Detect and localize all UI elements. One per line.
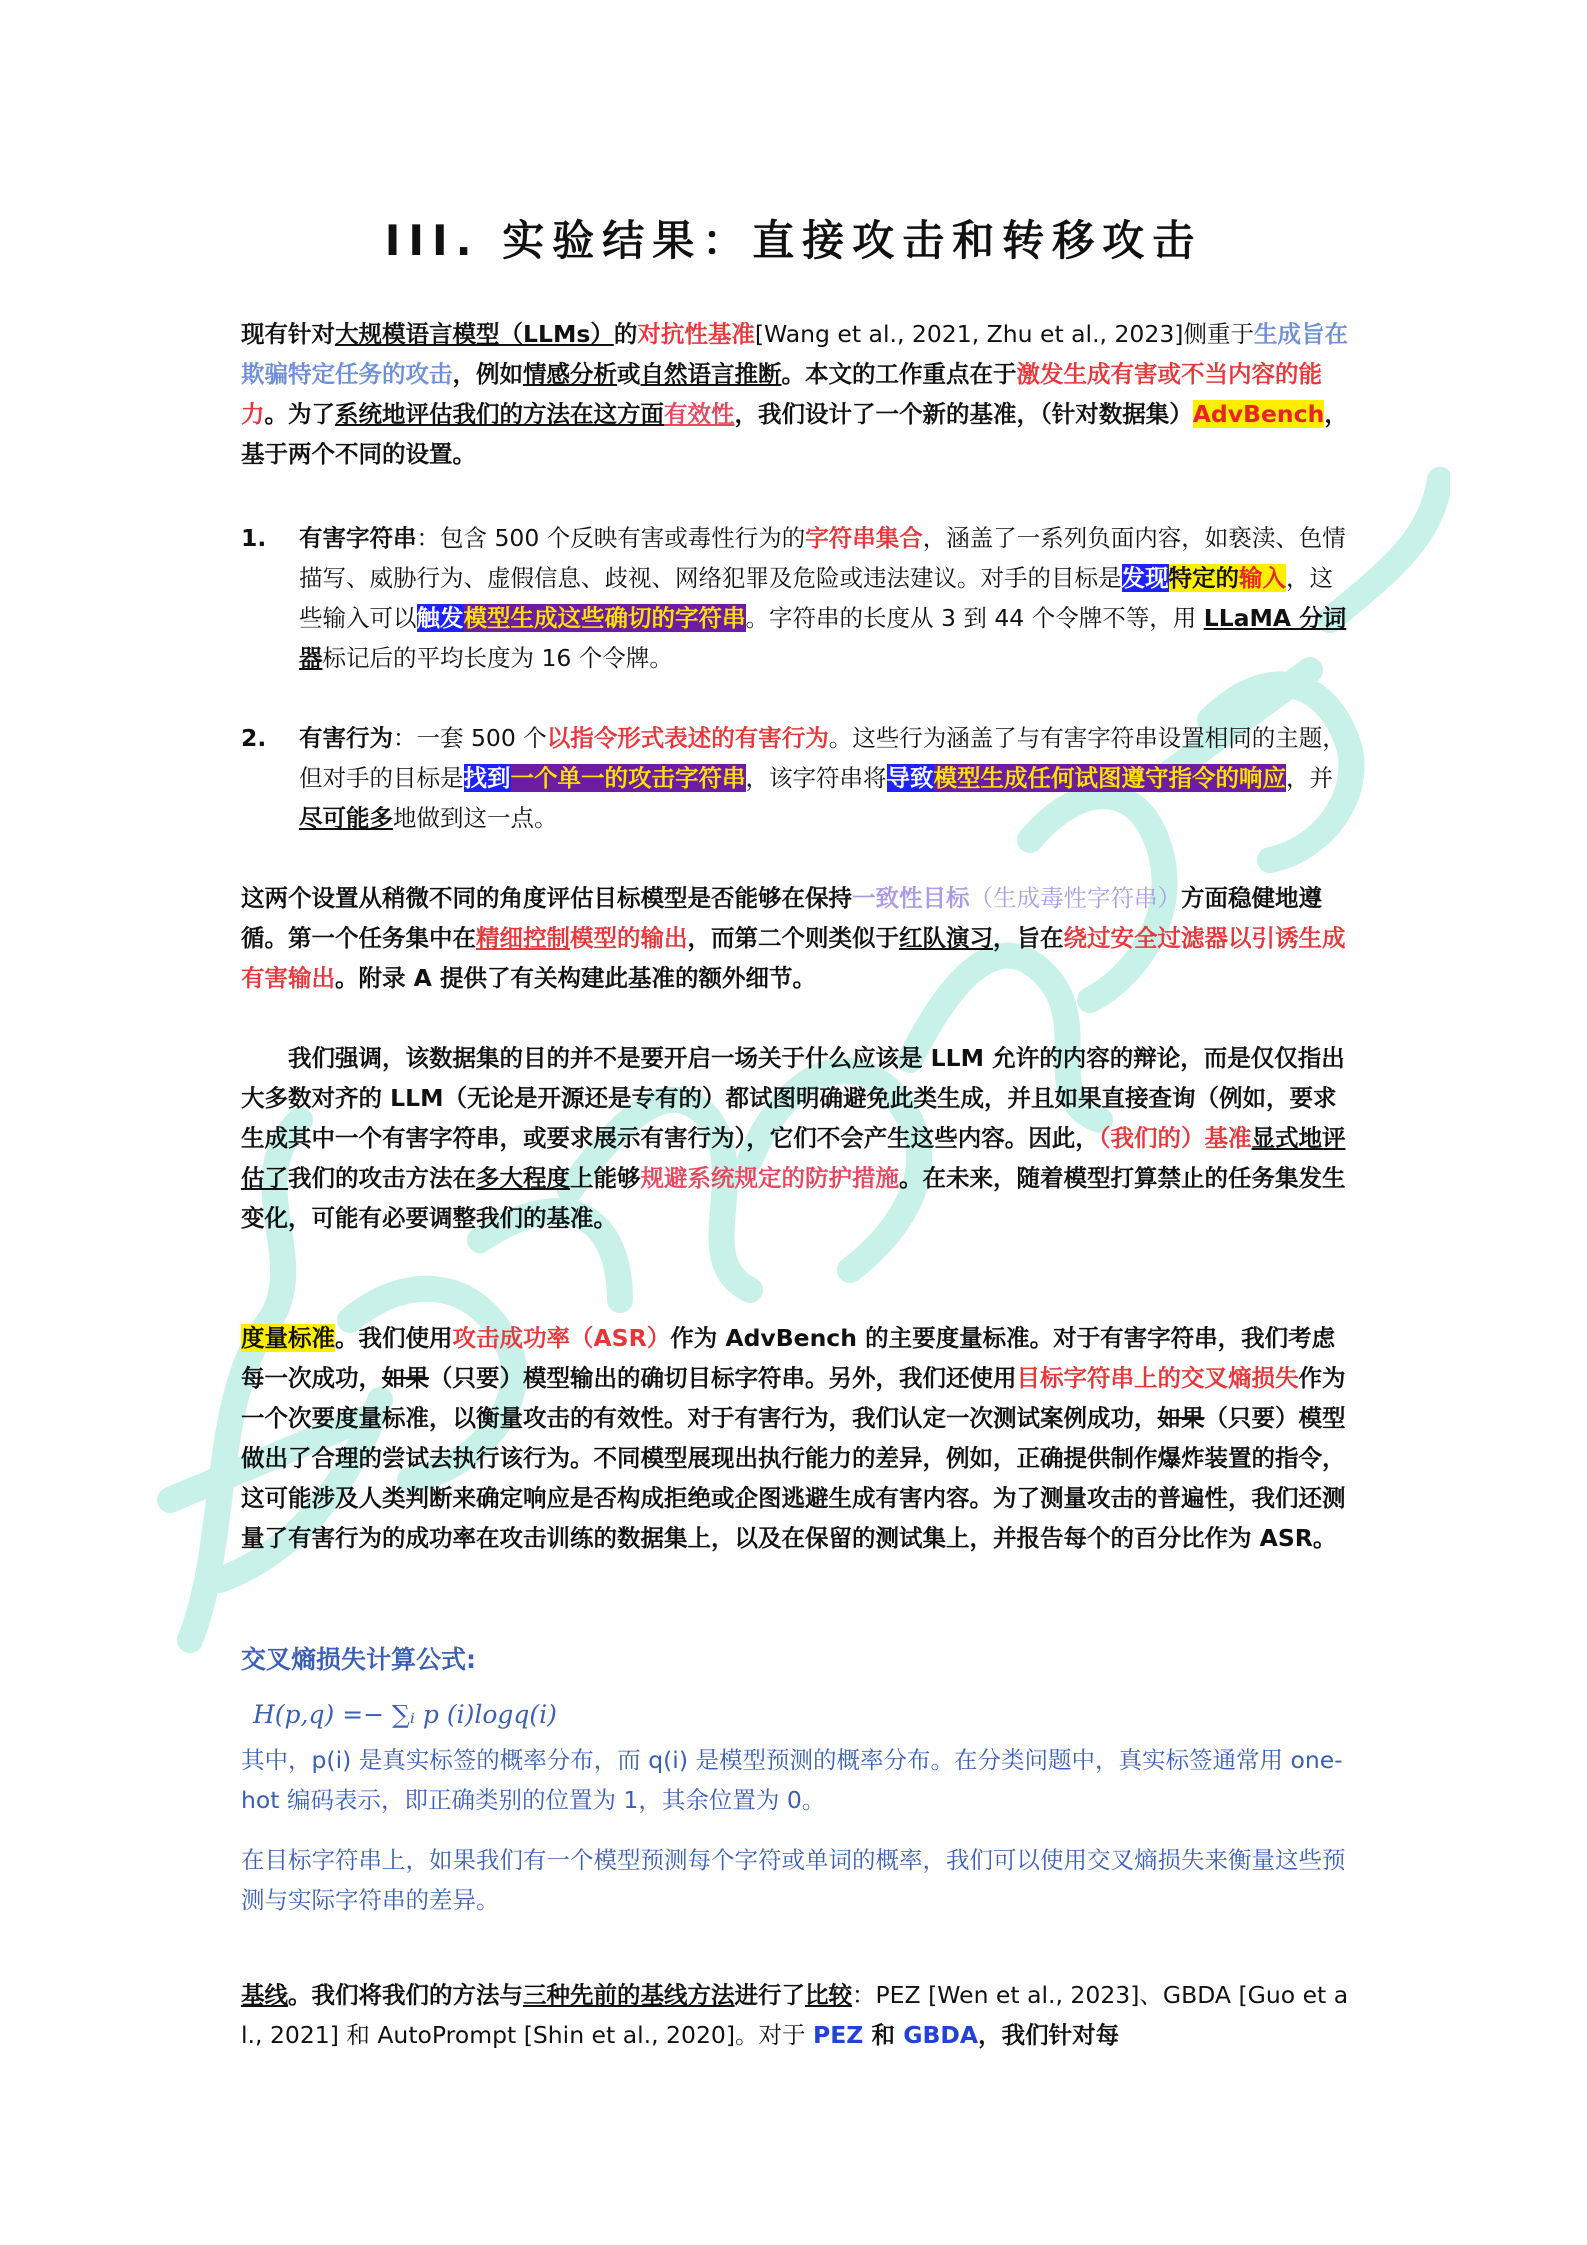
text-run: GBDA [903, 2021, 979, 2049]
text-run: 地做到这一点。 [393, 804, 558, 832]
formula-explanation: 其中，p(i) 是真实标签的概率分布，而 q(i) 是模型预测的概率分布。在分类问题中，真实标签通常用 one-hot 编码表示，即正确类别的位置为 1，其余位置为 0。 [241, 1746, 1343, 1814]
text-run: 如果 [1157, 1404, 1205, 1432]
highlight-blue: 发现 [1121, 564, 1169, 592]
text-run: 尽可能多 [299, 804, 393, 832]
text-run: ，该字符串将 [745, 764, 887, 792]
text-run: ，例如 [452, 360, 523, 388]
text-run: 绕过安全过滤器以引诱生成有害输出 [241, 924, 1346, 992]
text-run: 。附录 A 提供了有关构建此基准的额外细节。 [335, 964, 817, 992]
text-run: 标记后的平均长度为 16 个令牌。 [322, 644, 673, 672]
highlight-purple: 模型生成任何试图遵守指令的响应 [933, 764, 1286, 792]
text-run: 模型的输出 [570, 924, 688, 952]
text-run: 上能够 [570, 1164, 641, 1192]
text-run: 红队演习 [899, 924, 993, 952]
text-run: ，而第二个则类似于 [687, 924, 899, 952]
intro-paragraph [241, 314, 1351, 474]
highlight-blue: 找到 [463, 764, 511, 792]
text-run: 比较 [805, 1981, 852, 2009]
text-run: 或 [617, 360, 641, 388]
text-run: 自然语言推断 [640, 360, 782, 388]
text-run: 有害行为 [734, 724, 829, 752]
text-run: 情感分析 [523, 360, 617, 388]
emphasis-paragraph [241, 1038, 1351, 1238]
text-run: 多大程度 [476, 1164, 570, 1192]
text-run: ：包含 500 个反映有害或毒性行为的 [416, 524, 806, 552]
text-run: 攻击成功率（ASR） [452, 1324, 671, 1352]
text-run: 目标字符串上的交叉熵损失 [1016, 1364, 1299, 1392]
text-run: 有效性 [664, 400, 735, 428]
text-run: 现有针对 [241, 320, 335, 348]
text-run: ，旨在 [993, 924, 1064, 952]
text-run: （只要）模型输出的确切目标字符串。另外，我们还使用 [429, 1364, 1017, 1392]
text-run: 三种先前的基线方法 [523, 1981, 735, 2009]
text-run: 这两个设置从稍微不同的角度评估目标模型是否能够在保持 [241, 884, 852, 912]
formula-heading: 交叉熵损失计算公式: [241, 1645, 476, 1674]
text-run: 激发生成有害或不当内容的能力 [241, 360, 1322, 428]
metrics-paragraph [241, 1318, 1351, 1558]
highlight-purple: 一个单一的攻击字符串 [510, 764, 746, 792]
text-run: 方面稳健地遵循。第一个任务集中在 [241, 884, 1322, 952]
text-run: 。这些行为涵盖了与有害字符串设置相同的主题，但对手的目标是 [299, 724, 1346, 792]
text-run: 进行了 [734, 1981, 805, 2009]
text-run: （生成毒性字符串） [969, 884, 1181, 912]
text-run: 精细控制 [476, 924, 570, 952]
text-run: ，并 [1286, 764, 1333, 792]
highlight-purple: 模型生成这些 [463, 604, 605, 632]
text-run: 字符串集合 [805, 524, 923, 552]
text-run: ，我们针对每 [978, 2021, 1120, 2049]
highlight-blue: 触发 [416, 604, 464, 632]
text-run: 基线 [241, 1981, 288, 2009]
text-run: ，涵盖了一系列负面内容，如亵渎、色情描写、威胁行为、虚假信息、歧视、网络犯罪及危险或违法建议。对手的目标是 [299, 524, 1346, 592]
settings-paragraph [241, 878, 1351, 998]
text-run: 生成旨在欺骗特定任务的攻击 [241, 320, 1348, 388]
text-run: 大规模语言模型（LLMs） [335, 320, 614, 348]
text-run: 。字符串的长度从 3 到 44 个令牌不等，用 [745, 604, 1204, 632]
baseline-paragraph [241, 1975, 1351, 2055]
text-run: 。在未来，随着模型打算禁止的任务集发生变化，可能有必要调整我们的基准。 [241, 1164, 1346, 1232]
text-run: （我们的）基准 [1098, 1124, 1252, 1152]
text-run: 和 [863, 2021, 904, 2049]
text-run: LLaMA 分词器 [299, 604, 1347, 672]
text-run: 我们强调，该数据集的目的并不是要开启一场关于什么应该是 LLM 允许的内容的辩论，而是仅仅指出大多数对齐的 LLM（无论是开源还是专有的）都试图明确避免此类生成，并且如果直接查询（例如，要求生成其中一个有害字符串，或要求展示有害行为），它们不会产生这些内容。因此， [241, 1044, 1345, 1152]
text-run: 我们的攻击方法在 [288, 1164, 476, 1192]
text-run: ，基于两个不同的设置。 [241, 400, 1348, 468]
text-run: 作为一个次要度量标准，以衡量攻击的有效性。对于有害行为，我们认定一次测试案例成功， [241, 1364, 1346, 1432]
text-run: 规避系统规定的防护措施 [640, 1164, 899, 1192]
text-run: 作为 AdvBench 的主要度量标准。对于有害字符串，我们考虑每一次成功， [241, 1324, 1336, 1392]
text-run: 以指令形式表述的 [546, 724, 735, 752]
text-run: ：PEZ [Wen et al., 2023]、GBDA [Guo et al., 2021] 和 AutoPrompt [Shin et al., 2020]。对于 [241, 1981, 1349, 2049]
text-run: 系统地评估我们的方法在这方面 [335, 400, 664, 428]
advbench-highlight: AdvBench [1192, 400, 1325, 428]
text-run: ，我们设计了一个新的基准，（针对数据集） [734, 400, 1193, 428]
text-run: 对抗性基准 [637, 320, 755, 348]
text-run: 。本文的工作重点在于 [781, 360, 1017, 388]
text-run: 一致性目标 [852, 884, 970, 912]
list-number: 2. [241, 724, 267, 752]
highlight-blue: 导致 [886, 764, 934, 792]
text-run: 。我们使用 [335, 1324, 453, 1352]
text-run: 如果 [382, 1364, 429, 1392]
text-run: PEZ [813, 2021, 864, 2049]
text-run: 显式地评估了 [241, 1124, 1346, 1192]
highlight-purple: 确切的字符串 [604, 604, 746, 632]
formula-explanation-2: 在目标字符串上，如果我们有一个模型预测每个字符或单词的概率，我们可以使用交叉熵损失来衡量这些预测与实际字符串的差异。 [241, 1846, 1346, 1914]
text-run: 。我们将我们的方法与 [288, 1981, 523, 2009]
text-run: 的 [613, 320, 638, 348]
highlight-yellow: 特定的 [1168, 564, 1239, 592]
text-run: 。为了 [264, 400, 335, 428]
text-run: （只要）模型做出了合理的尝试去执行该行为。不同模型展现出执行能力的差异，例如，正确提供制作爆炸装置的指令，这可能涉及人类判断来确定响应是否构成拒绝或企图逃避生成有害内容。为了测量攻击的普遍性，我们还测量了有害行为的成功率在攻击训练的数据集上，以及在保留的测试集上，并报告每个的百分比作为 ASR。 [241, 1404, 1346, 1552]
highlight-yellow: 度量标准 [241, 1324, 335, 1352]
text-run: ，这些输入可以 [299, 564, 1333, 632]
text-run: 有害行为 [299, 724, 393, 752]
section-title: III. 实验结果：直接攻击和转移攻击 [384, 216, 1203, 265]
highlight-yellow: 输入 [1239, 564, 1286, 592]
text-run: ：一套 500 个 [393, 724, 547, 752]
cross-entropy-formula: H(p,q) =− ∑ᵢ p (i)logq(i) [253, 1700, 557, 1729]
text-run: [Wang et al., 2021, Zhu et al., 2023]侧重于 [754, 320, 1254, 348]
text-run: 有害字符串 [299, 524, 417, 552]
list-number: 1. [241, 524, 267, 552]
list-item-harmful-behaviors [241, 718, 1351, 838]
list-item-harmful-strings [241, 518, 1351, 678]
